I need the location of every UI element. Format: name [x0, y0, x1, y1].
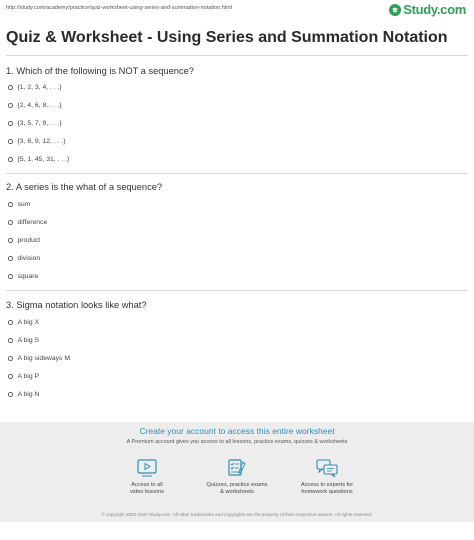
option-label: A big P — [17, 373, 40, 380]
page-title: Quiz & Worksheet - Using Series and Summation Notation — [6, 29, 448, 46]
radio-button[interactable] — [8, 202, 13, 207]
feature-line: video lessons — [130, 489, 164, 495]
study-logo[interactable] — [389, 2, 466, 17]
question-1-option-1[interactable] — [8, 84, 62, 91]
radio-button[interactable] — [8, 238, 13, 243]
option-label: {3, 5, 7, 9, . . .} — [17, 120, 62, 127]
promo-subtitle: A Premium account gives you access to all lessons, practice exams, quizzes & worksheets — [126, 439, 348, 445]
question-2-option-5[interactable] — [8, 273, 38, 280]
radio-button[interactable] — [8, 139, 13, 144]
option-label: {2, 4, 6, 8, . . .} — [17, 102, 62, 109]
study-logo-icon — [389, 4, 401, 16]
radio-button[interactable] — [8, 220, 13, 225]
feature-line: Access to all — [131, 482, 163, 488]
radio-button[interactable] — [8, 103, 13, 108]
question-3-option-4[interactable] — [8, 373, 39, 380]
radio-button[interactable] — [8, 356, 13, 361]
radio-button[interactable] — [8, 121, 13, 126]
option-label: square — [17, 273, 39, 280]
video-icon — [136, 458, 158, 478]
feature-line: Access to experts for — [300, 482, 354, 488]
feature-line: homework questions — [301, 489, 353, 495]
copyright-notice: © copyright 2003-2020 Study.com. All other trademarks and copyrights are the property of their respective owners. All rights reserved. — [101, 512, 373, 517]
question-1-option-5[interactable] — [8, 156, 69, 163]
radio-button[interactable] — [8, 157, 13, 162]
premium-promo-banner — [0, 422, 474, 522]
title-divider — [6, 55, 468, 56]
question-1-option-2[interactable] — [8, 102, 62, 109]
question-2-option-4[interactable] — [8, 255, 40, 262]
page-url: http://study.com/academy/practice/quiz-worksheet-using-series-and-summation-notation.html — [6, 5, 233, 11]
chat-icon — [315, 458, 339, 478]
option-label: division — [17, 255, 41, 262]
logo-text: Study.com — [403, 2, 466, 17]
option-label: A big S — [17, 337, 40, 344]
question-2-option-1[interactable] — [8, 201, 30, 208]
option-label: A big sideways M — [17, 355, 71, 362]
question-2-option-3[interactable] — [8, 237, 40, 244]
question-3-option-2[interactable] — [8, 337, 39, 344]
option-label: A big N — [17, 391, 40, 398]
radio-button[interactable] — [8, 374, 13, 379]
question-1-option-4[interactable] — [8, 138, 66, 145]
feature-line: Quizzes, practice exams — [206, 482, 268, 488]
option-label: product — [17, 237, 41, 244]
feature-experts — [272, 458, 382, 496]
question-2: 2. A series is the what of a sequence? — [6, 182, 163, 192]
question-divider — [6, 173, 468, 174]
question-3: 3. Sigma notation looks like what? — [6, 300, 147, 310]
question-1: 1. Which of the following is NOT a sequence? — [6, 66, 194, 76]
radio-button[interactable] — [8, 256, 13, 261]
radio-button[interactable] — [8, 392, 13, 397]
promo-title[interactable]: Create your account to access this entire worksheet — [139, 426, 335, 436]
question-1-option-3[interactable] — [8, 120, 62, 127]
option-label: {5, 1, 45, 31, . . .} — [17, 156, 70, 163]
question-3-option-3[interactable] — [8, 355, 70, 362]
option-label: difference — [17, 219, 48, 226]
question-divider — [6, 290, 468, 291]
question-3-option-1[interactable] — [8, 319, 39, 326]
option-label: {3, 6, 9, 12, . . .} — [17, 138, 66, 145]
question-3-option-5[interactable] — [8, 391, 39, 398]
radio-button[interactable] — [8, 338, 13, 343]
option-label: sum — [17, 201, 31, 208]
radio-button[interactable] — [8, 85, 13, 90]
quiz-icon — [226, 458, 248, 478]
radio-button[interactable] — [8, 320, 13, 325]
radio-button[interactable] — [8, 274, 13, 279]
option-label: {1, 2, 3, 4, . . .} — [17, 84, 62, 91]
feature-line: & worksheets — [220, 489, 254, 495]
option-label: A big X — [17, 319, 40, 326]
question-2-option-2[interactable] — [8, 219, 47, 226]
